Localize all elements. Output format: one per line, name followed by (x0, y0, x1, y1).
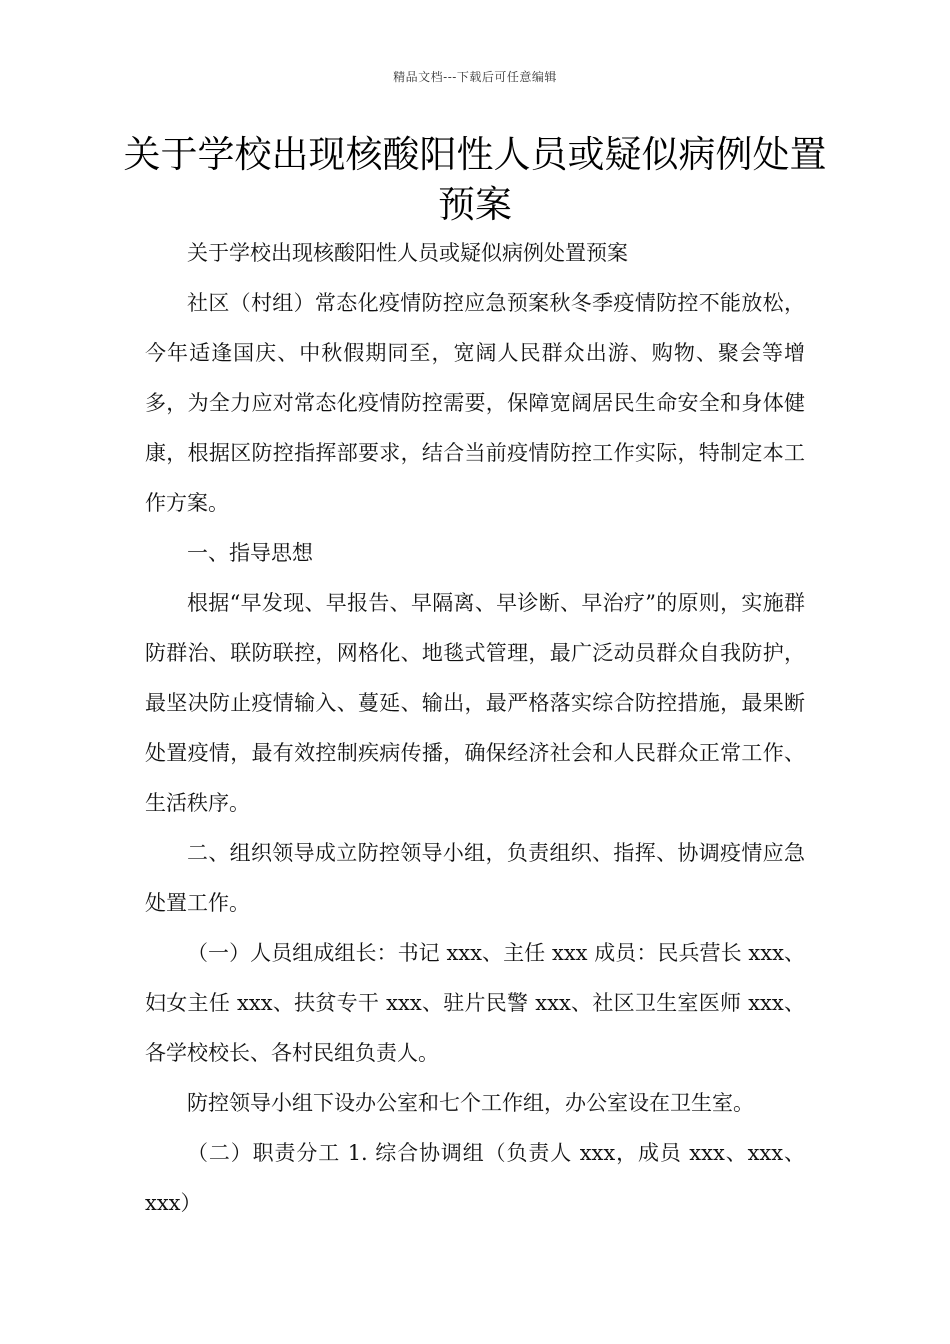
document-title: 关于学校出现核酸阳性人员或疑似病例处置预案 (123, 133, 827, 226)
paragraph-division-of-duties: （二）职责分工 1. 综合协调组（负责人 xxx，成员 xxx、xxx、xxx） (145, 1141, 805, 1215)
paragraph-intro: 社区（村组）常态化疫情防控应急预案秋冬季疫情防控不能放松，今年适逢国庆、中秋假期同至，宽阔人民群众出游、购物、聚会等增多，为全力应对常态化疫情防控需要，保障宽阔居民生命安全和身体健康，根据区防控指挥部要求，结合当前疫情防控工作实际，特制定本工作方案。 (145, 291, 805, 515)
document-body (145, 228, 805, 1228)
header-note: 精品文档---下载后可任意编辑 (393, 70, 557, 84)
paragraph-subtitle: 关于学校出现核酸阳性人员或疑似病例处置预案 (187, 241, 628, 265)
paragraph-office: 防控领导小组下设办公室和七个工作组，办公室设在卫生室。 (187, 1091, 754, 1115)
section-heading-organization: 二、组织领导成立防控领导小组，负责组织、指挥、协调疫情应急处置工作。 (145, 841, 805, 915)
paragraph-personnel: （一）人员组成组长：书记 xxx、主任 xxx 成员：民兵营长 xxx、妇女主任 xxx、扶贫专干 xxx、驻片民警 xxx、社区卫生室医师 xxx、各学校校长、各村民组负责人。 (145, 941, 805, 1065)
section-heading-guiding-ideology: 一、指导思想 (187, 541, 313, 565)
paragraph-principles: 根据“早发现、早报告、早隔离、早诊断、早治疗”的原则，实施群防群治、联防联控，网格化、地毯式管理，最广泛动员群众自我防护，最坚决防止疫情输入、蔓延、输出，最严格落实综合防控措施，最果断处置疫情，最有效控制疾病传播，确保经济社会和人民群众正常工作、生活秩序。 (145, 591, 805, 815)
